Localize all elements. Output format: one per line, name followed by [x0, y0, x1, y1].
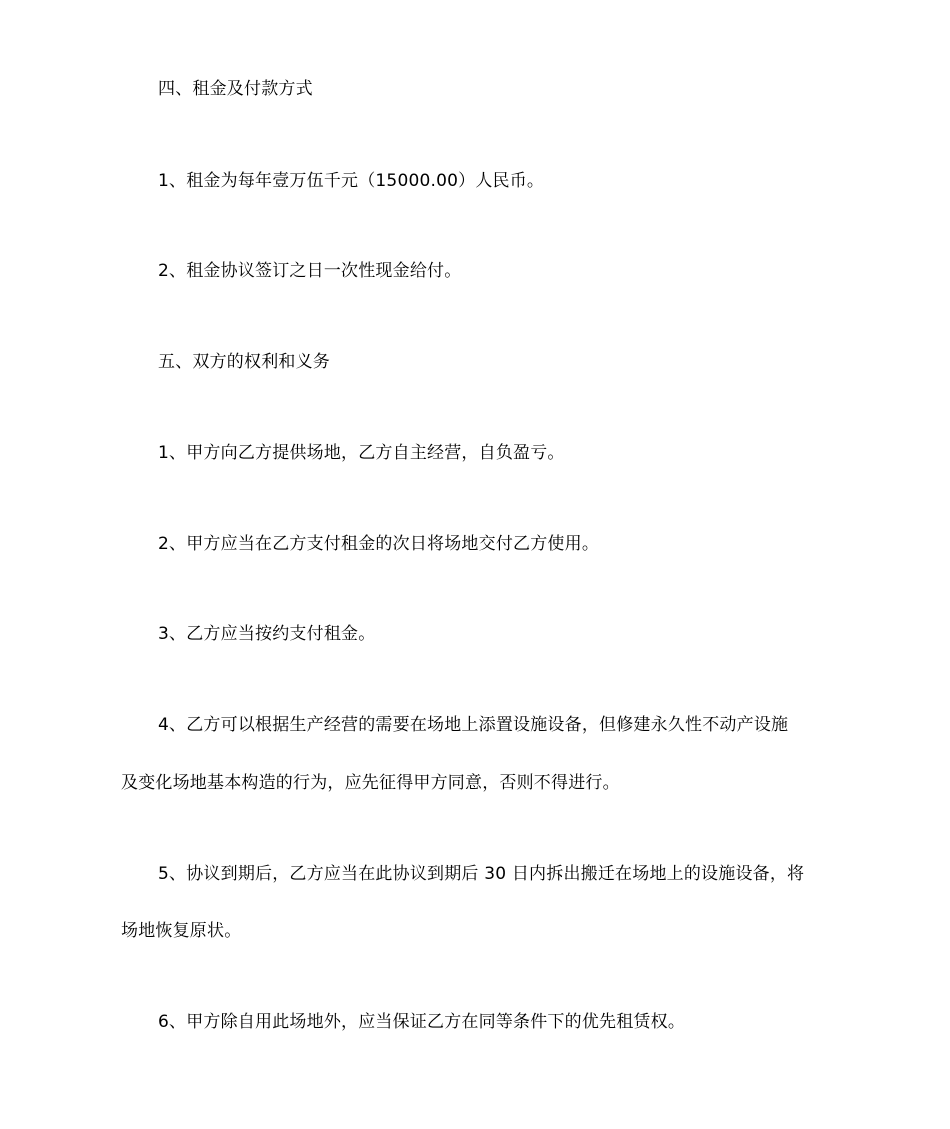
clause-site-provision: 1、甲方向乙方提供场地，乙方自主经营，自负盈亏。 [158, 443, 565, 463]
clause-priority-lease: 6、甲方除自用此场地外，应当保证乙方在同等条件下的优先租赁权。 [158, 1012, 686, 1032]
clause-site-delivery: 2、甲方应当在乙方支付租金的次日将场地交付乙方使用。 [158, 534, 600, 554]
clause-expiry-line2: 场地恢复原状。 [121, 921, 242, 941]
clause-equipment-line1: 4、乙方可以根据生产经营的需要在场地上添置设施设备，但修建永久性不动产设施 [158, 715, 789, 735]
section-heading-rent-payment: 四、租金及付款方式 [158, 79, 313, 99]
clause-equipment-line2: 及变化场地基本构造的行为，应先征得甲方同意，否则不得进行。 [121, 773, 620, 793]
clause-rent-payment-method: 2、租金协议签订之日一次性现金给付。 [158, 261, 462, 281]
clause-pay-rent: 3、乙方应当按约支付租金。 [158, 624, 376, 644]
clause-expiry-line1: 5、协议到期后，乙方应当在此协议到期后 30 日内拆出搬迁在场地上的设施设备，将 [158, 864, 805, 884]
clause-rent-amount: 1、租金为每年壹万伍千元（15000.00）人民币。 [158, 171, 545, 191]
section-heading-rights-obligations: 五、双方的权利和义务 [158, 352, 330, 372]
